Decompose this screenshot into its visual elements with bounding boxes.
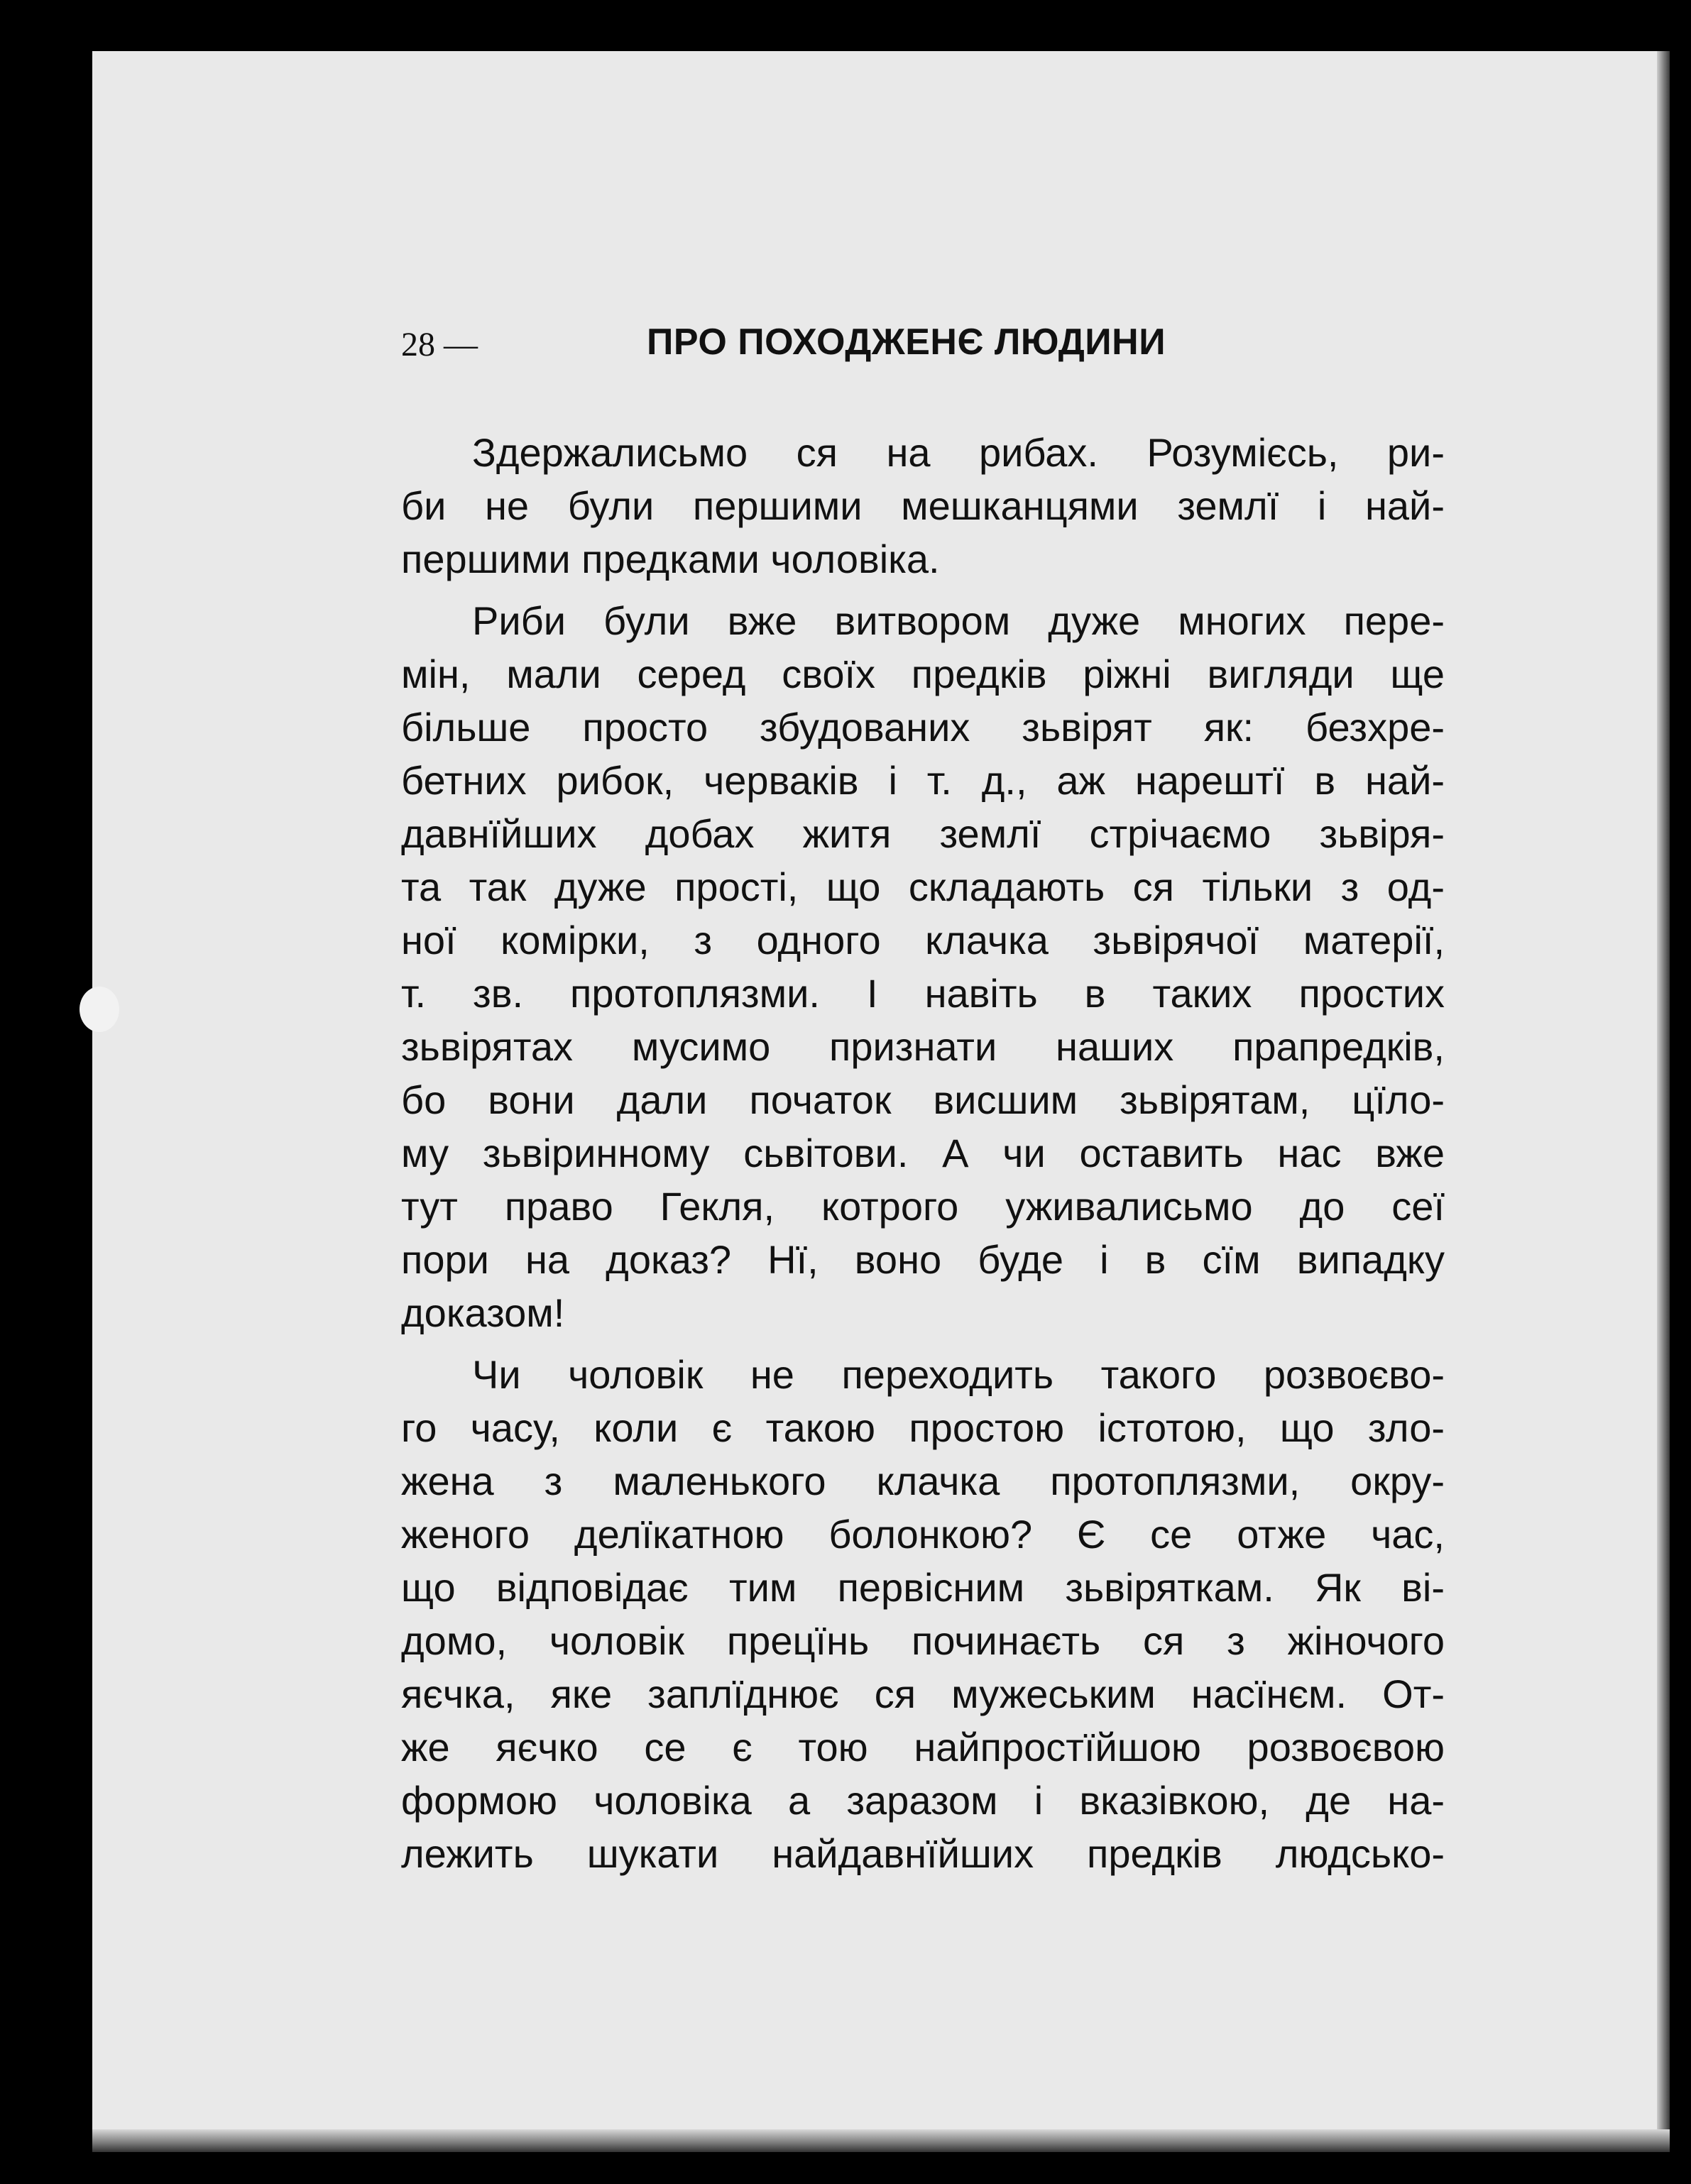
- text-line: зьвірятах мусимо признати наших прапредків,: [401, 1024, 1445, 1069]
- text-line: першими предками чоловіка.: [401, 537, 940, 581]
- text-line: мін, мали серед своїх предків ріжні вигляди ще: [401, 652, 1445, 696]
- paragraph-2: [401, 594, 1445, 1339]
- text-line: женого делїкатною болонкою? Є се отже час,: [401, 1512, 1445, 1557]
- text-line: що відповідає тим первісним зьвіряткам. Як ві-: [401, 1565, 1445, 1610]
- text-line: Риби були вже витвором дуже многих пере-: [472, 598, 1445, 643]
- running-header: [401, 319, 1466, 369]
- text-line: Чи чоловік не переходить такого розвоєво-: [472, 1352, 1445, 1397]
- paragraph-1: [401, 426, 1445, 586]
- text-line: формою чоловіка а заразом і вказівкою, де на-: [401, 1778, 1445, 1823]
- text-line: домо, чоловік прецїнь починаєть ся з жіночого: [401, 1618, 1445, 1663]
- text-line: жена з маленького клачка протоплязми, окру-: [401, 1459, 1445, 1503]
- text-line: доказом!: [401, 1290, 565, 1335]
- body-text: [401, 426, 1445, 1880]
- text-line: бо вони дали початок висшим зьвірятам, цїло-: [401, 1077, 1445, 1122]
- text-line: ної комірки, з одного клачка зьвірячої матерії,: [401, 918, 1445, 962]
- text-line: му зьвіринному сьвітови. А чи оставить нас вже: [401, 1131, 1445, 1175]
- page-number: 28 —: [401, 326, 478, 363]
- text-line: пори на доказ? Нї, воно буде і в сїм випадку: [401, 1237, 1445, 1282]
- running-title: ПРО ПОХОДЖЕНЄ ЛЮДИНИ: [647, 322, 1166, 363]
- text-line: Здержалисьмо ся на рибах. Розумієсь, ри-: [472, 430, 1445, 475]
- text-line: же яєчко се є тою найпростїйшою розвоєвою: [401, 1725, 1445, 1769]
- text-line: давнїйших добах житя землї стрічаємо зьвіря-: [401, 811, 1445, 856]
- text-line: лежить шукати найдавнїйших предків людсько-: [401, 1831, 1445, 1876]
- page-bottom-edge: [92, 2129, 1670, 2152]
- text-line: та так дуже прості, що складають ся тільки з од-: [401, 865, 1445, 909]
- text-line: тут право Гекля, котрого уживалисьмо до сеї: [401, 1184, 1445, 1229]
- text-line: більше просто збудованих зьвірят як: безхре-: [401, 705, 1445, 750]
- page-right-edge: [1657, 51, 1670, 2152]
- paragraph-3: [401, 1348, 1445, 1880]
- text-line: го часу, коли є такою простою істотою, що зло-: [401, 1405, 1445, 1450]
- text-line: яєчка, яке заплїднює ся мужеським насїнєм. От-: [401, 1672, 1445, 1716]
- binding-hole: [80, 987, 119, 1032]
- text-line: бетних рибок, черваків і т. д., аж нарештї в най-: [401, 758, 1445, 803]
- text-line: т. зв. протоплязми. І навіть в таких простих: [401, 971, 1445, 1016]
- text-line: би не були першими мешканцями землї і най-: [401, 483, 1445, 528]
